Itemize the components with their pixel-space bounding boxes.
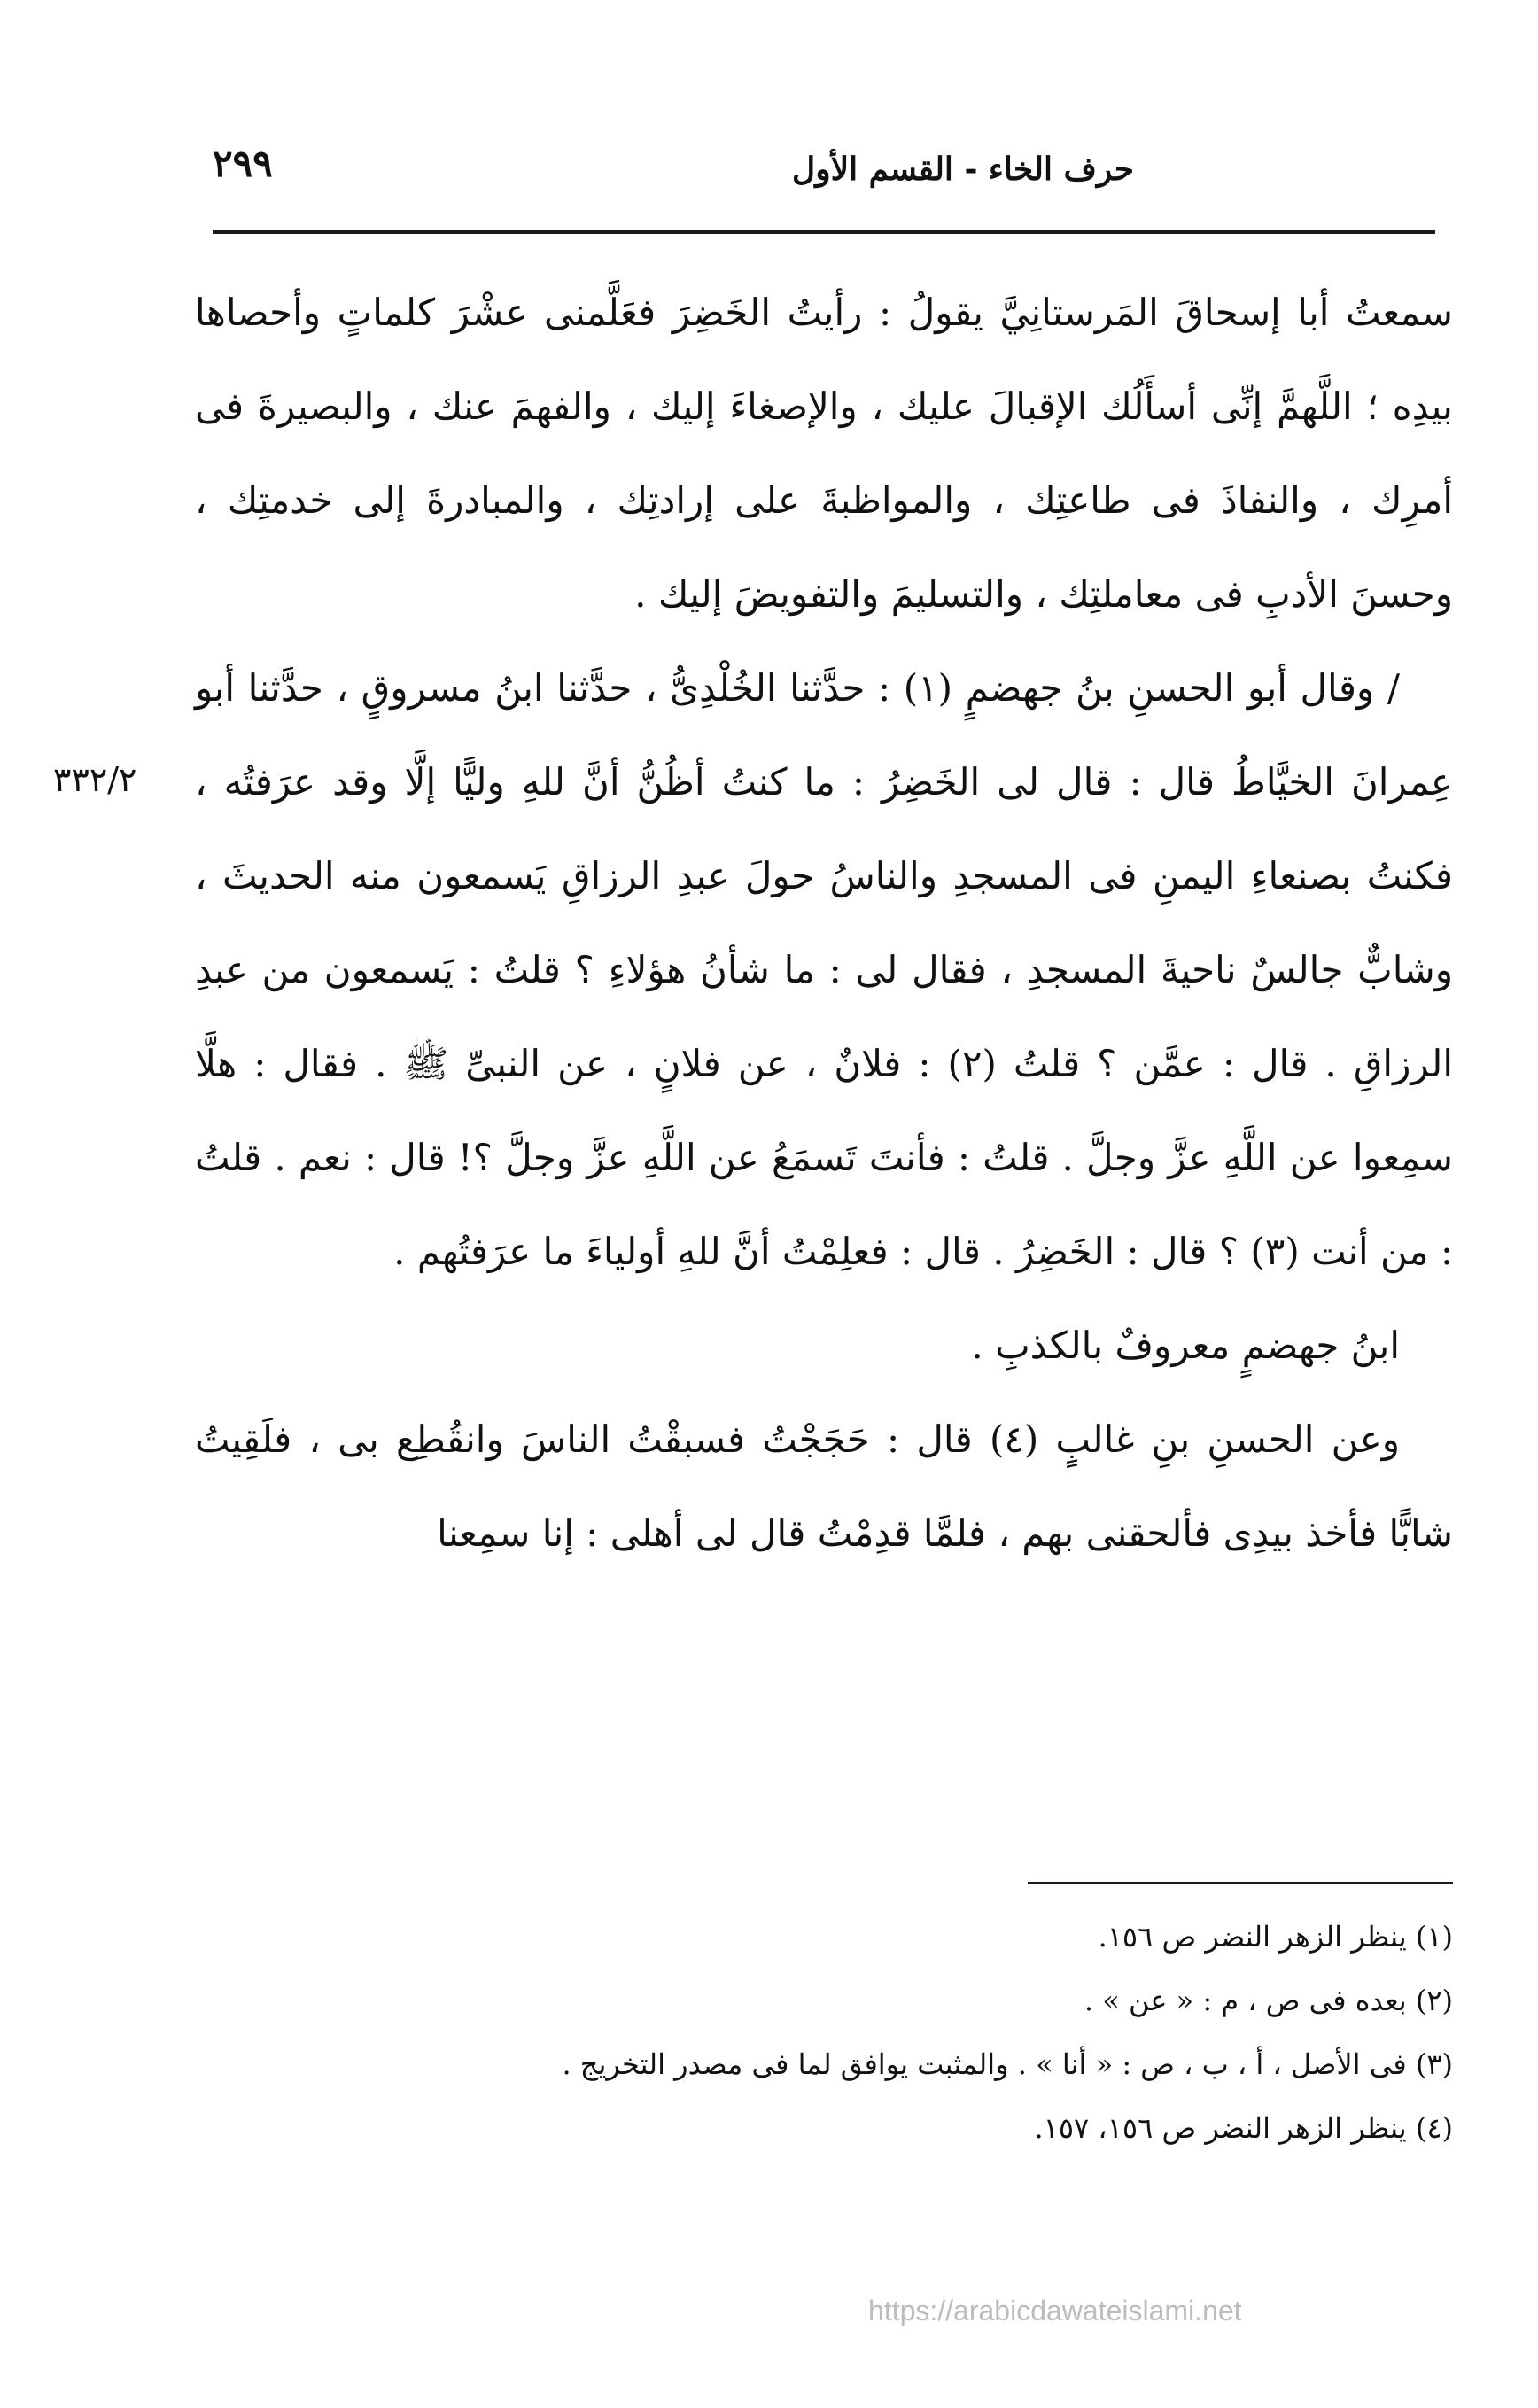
footnotes	[195, 1905, 1453, 2160]
footnote-4: (٤) ينظر الزهر النضر ص ١٥٦، ١٥٧.	[1034, 2111, 1453, 2145]
page-number: ٢٩٩	[213, 142, 273, 185]
paragraph-2: / وقال أبو الحسنِ بنُ جهضمٍ (١) : حدَّثنا الخُلْدِىُّ ، حدَّثنا ابنُ مسروقٍ ، حدَّثنا أبو عِمرانَ الخيَّاطُ قال : قال لى الخَضِرُ : ما كنتُ أظُنُّ أنَّ للهِ وليًّا إلَّا وقد عرَفتُه ، فكنتُ بصنعاءِ اليمنِ فى المسجدِ والناسُ حولَ عبدِ الرزاقِ يَسمعون منه الحديثَ ، وشابٌّ جالسٌ ناحيةَ المسجدِ ، فقال لى : ما شأنُ هؤلاءِ ؟ قلتُ : يَسمعون من عبدِ الرزاقِ . قال : عمَّن ؟ قلتُ (٢) : فلانٌ ، عن فلانٍ ، عن النبىِّ ﷺ . فقال : هلَّا سمِعوا عن اللَّهِ عزَّ وجلَّ . قلتُ : فأنتَ تَسمَعُ عن اللَّهِ عزَّ وجلَّ ؟! قال : نعم . قلتُ : من أنت (٣) ؟ قال : الخَضِرُ . قال : فعلِمْتُ أنَّ للهِ أولياءَ ما عرَفتُهم .	[195, 666, 1453, 1273]
footnote-rule	[1028, 1882, 1453, 1884]
running-header-title: حرف الخاء - القسم الأول	[792, 151, 1134, 188]
main-text	[195, 266, 1453, 1581]
paragraph-4: وعن الحسنِ بنِ غالبٍ (٤) قال : حَجَجْتُ فسبقْتُ الناسَ وانقُطِع بى ، فلَقِيتُ شابًّا فأخذ بيدِى فألحقنى بهم ، فلمَّا قدِمْتُ قال لى أهلى : إنا سمِعنا	[195, 1418, 1453, 1555]
footnote-1: (١) ينظر الزهر النضر ص ١٥٦.	[1098, 1920, 1453, 1954]
margin-reference: ٣٣٢/٢	[53, 760, 137, 799]
header-rule	[213, 230, 1435, 234]
source-watermark: https://arabicdawateislami.net	[868, 2295, 1242, 2326]
page-header	[213, 142, 1435, 204]
footnote-3: (٣) فى الأصل ، أ ، ب ، ص : « أنا » . والمثبت يوافق لما فى مصدر التخريج .	[562, 2047, 1453, 2081]
paragraph-3: ابنُ جهضمٍ معروفٌ بالكذبِ .	[971, 1324, 1400, 1367]
footnote-2: (٢) بعده فى ص ، م : « عن » .	[1084, 1984, 1453, 2017]
paragraph-1: سمعتُ أبا إسحاقَ المَرستانِيَّ يقولُ : رأيتُ الخَضِرَ فعَلَّمنى عشْرَ كلماتٍ وأحصاها بيدِه ؛ اللَّهمَّ إنِّى أسأَلُك الإقبالَ عليك ، والإصغاءَ إليك ، والفهمَ عنك ، والبصيرةَ فى أمرِك ، والنفاذَ فى طاعتِك ، والمواظبةَ على إرادتِك ، والمبادرةَ إلى خدمتِك ، وحسنَ الأدبِ فى معاملتِك ، والتسليمَ والتفويضَ إليك .	[195, 291, 1453, 616]
